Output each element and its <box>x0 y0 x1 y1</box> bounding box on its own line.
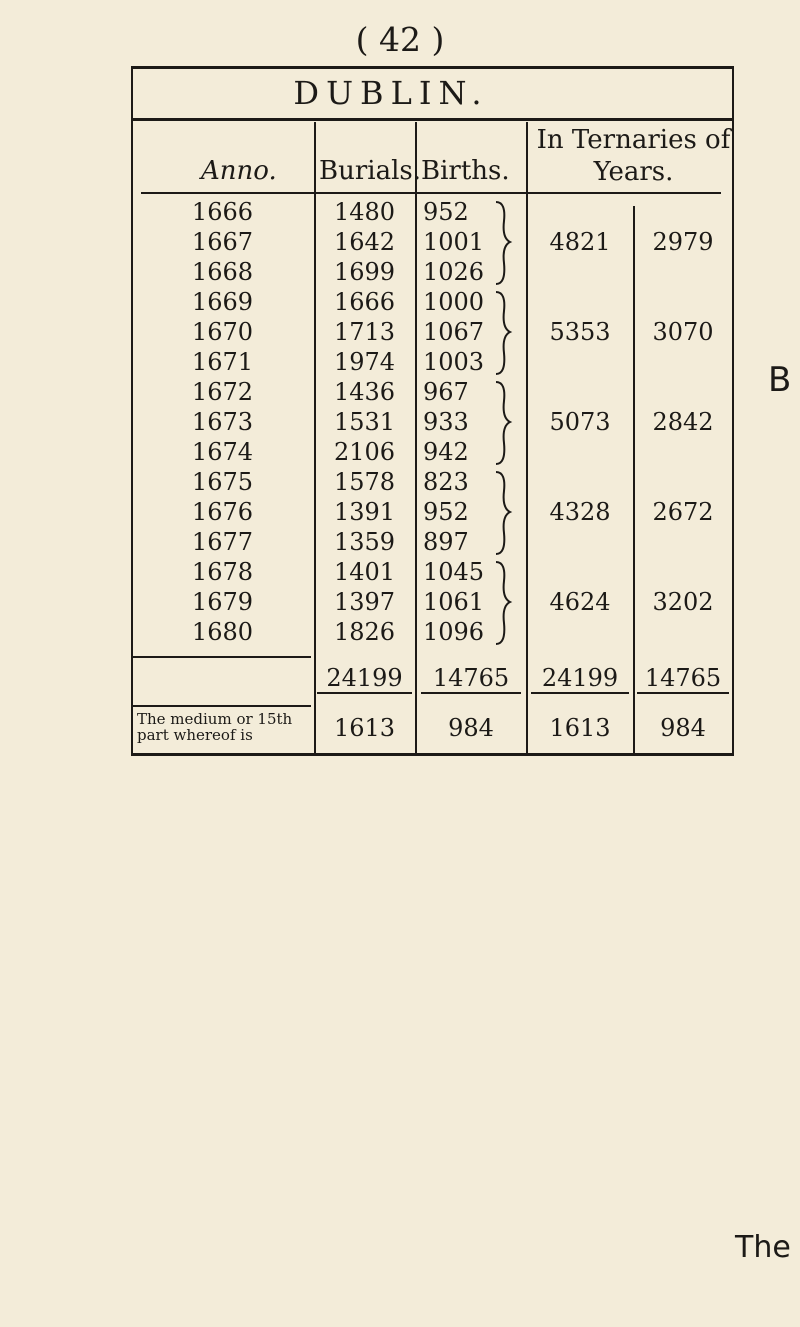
row-burials: 1531 <box>333 408 396 436</box>
ternary-births: 3070 <box>652 318 714 346</box>
ternary-burials: 4624 <box>549 588 611 616</box>
right-border <box>732 66 734 756</box>
row-births: 1045 <box>423 558 485 586</box>
row-births: 967 <box>423 378 469 406</box>
ternary-burials: 4328 <box>549 498 611 526</box>
row-year: 1675 <box>191 468 253 496</box>
row-year: 1680 <box>191 618 253 646</box>
col-divider <box>415 122 417 754</box>
medium-label: The medium or 15th part whereof is <box>137 710 293 744</box>
totals-rule <box>131 656 311 658</box>
row-burials: 1713 <box>333 318 396 346</box>
ternary-births: 2672 <box>652 498 714 526</box>
row-year: 1674 <box>191 438 253 466</box>
ternary-brace <box>494 470 514 560</box>
row-births: 1067 <box>423 318 485 346</box>
total-tern-births: 14765 <box>637 664 729 694</box>
medium-births: 984 <box>448 714 494 742</box>
row-burials: 2106 <box>333 438 396 466</box>
row-year: 1670 <box>191 318 253 346</box>
row-births: 952 <box>423 498 469 526</box>
header-rule <box>141 192 721 194</box>
dublin-table <box>131 66 734 819</box>
total-births: 14765 <box>421 664 521 694</box>
margin-letter: B <box>768 360 792 400</box>
total-tern-burials: 24199 <box>531 664 629 694</box>
col-divider <box>633 206 635 754</box>
ternary-brace <box>494 200 514 290</box>
ternary-births: 2842 <box>652 408 714 436</box>
header-ternaries: In Ternaries of Years. <box>536 125 731 187</box>
row-burials: 1359 <box>333 528 396 556</box>
medium-tern-burials: 1613 <box>549 714 611 742</box>
total-burials: 24199 <box>317 664 412 694</box>
ternary-burials: 4821 <box>549 228 611 256</box>
title-rule <box>131 118 734 121</box>
row-births: 897 <box>423 528 469 556</box>
ternary-births: 3202 <box>652 588 714 616</box>
row-burials: 1578 <box>333 468 396 496</box>
col-divider <box>526 122 528 754</box>
row-burials: 1699 <box>333 258 396 286</box>
medium-tern-births: 984 <box>660 714 706 742</box>
ternary-burials: 5073 <box>549 408 611 436</box>
header-anno: Anno. <box>201 156 277 186</box>
row-births: 1000 <box>423 288 485 316</box>
row-year: 1667 <box>191 228 253 256</box>
row-births: 1061 <box>423 588 485 616</box>
row-births: 952 <box>423 198 469 226</box>
ternary-brace <box>494 290 514 380</box>
table-title: DUBLIN. <box>293 74 489 112</box>
medium-rule <box>131 705 311 707</box>
row-year: 1668 <box>191 258 253 286</box>
row-burials: 1397 <box>333 588 396 616</box>
col-divider <box>314 122 316 754</box>
bottom-rule <box>131 753 734 756</box>
row-year: 1679 <box>191 588 253 616</box>
row-burials: 1436 <box>333 378 396 406</box>
row-burials: 1826 <box>333 618 396 646</box>
row-burials: 1401 <box>333 558 396 586</box>
row-year: 1677 <box>191 528 253 556</box>
catchword: The <box>735 1230 791 1265</box>
row-births: 1001 <box>423 228 485 256</box>
row-births: 933 <box>423 408 469 436</box>
row-burials: 1480 <box>333 198 396 226</box>
header-births: Births. <box>421 156 510 186</box>
top-rule <box>131 66 734 69</box>
header-burials: Burials. <box>319 156 422 186</box>
row-year: 1678 <box>191 558 253 586</box>
medium-burials: 1613 <box>333 714 396 742</box>
row-births: 942 <box>423 438 469 466</box>
row-burials: 1666 <box>333 288 396 316</box>
ternary-births: 2979 <box>652 228 714 256</box>
row-year: 1671 <box>191 348 253 376</box>
row-births: 1096 <box>423 618 485 646</box>
row-burials: 1974 <box>333 348 396 376</box>
row-births: 1026 <box>423 258 485 286</box>
row-year: 1669 <box>191 288 253 316</box>
row-burials: 1391 <box>333 498 396 526</box>
row-year: 1676 <box>191 498 253 526</box>
ternary-burials: 5353 <box>549 318 611 346</box>
ternary-brace <box>494 380 514 470</box>
ternary-brace <box>494 560 514 650</box>
row-burials: 1642 <box>333 228 396 256</box>
row-births: 1003 <box>423 348 485 376</box>
row-year: 1673 <box>191 408 253 436</box>
page-number: ( 42 ) <box>355 20 445 59</box>
row-births: 823 <box>423 468 469 496</box>
row-year: 1672 <box>191 378 253 406</box>
row-year: 1666 <box>191 198 253 226</box>
